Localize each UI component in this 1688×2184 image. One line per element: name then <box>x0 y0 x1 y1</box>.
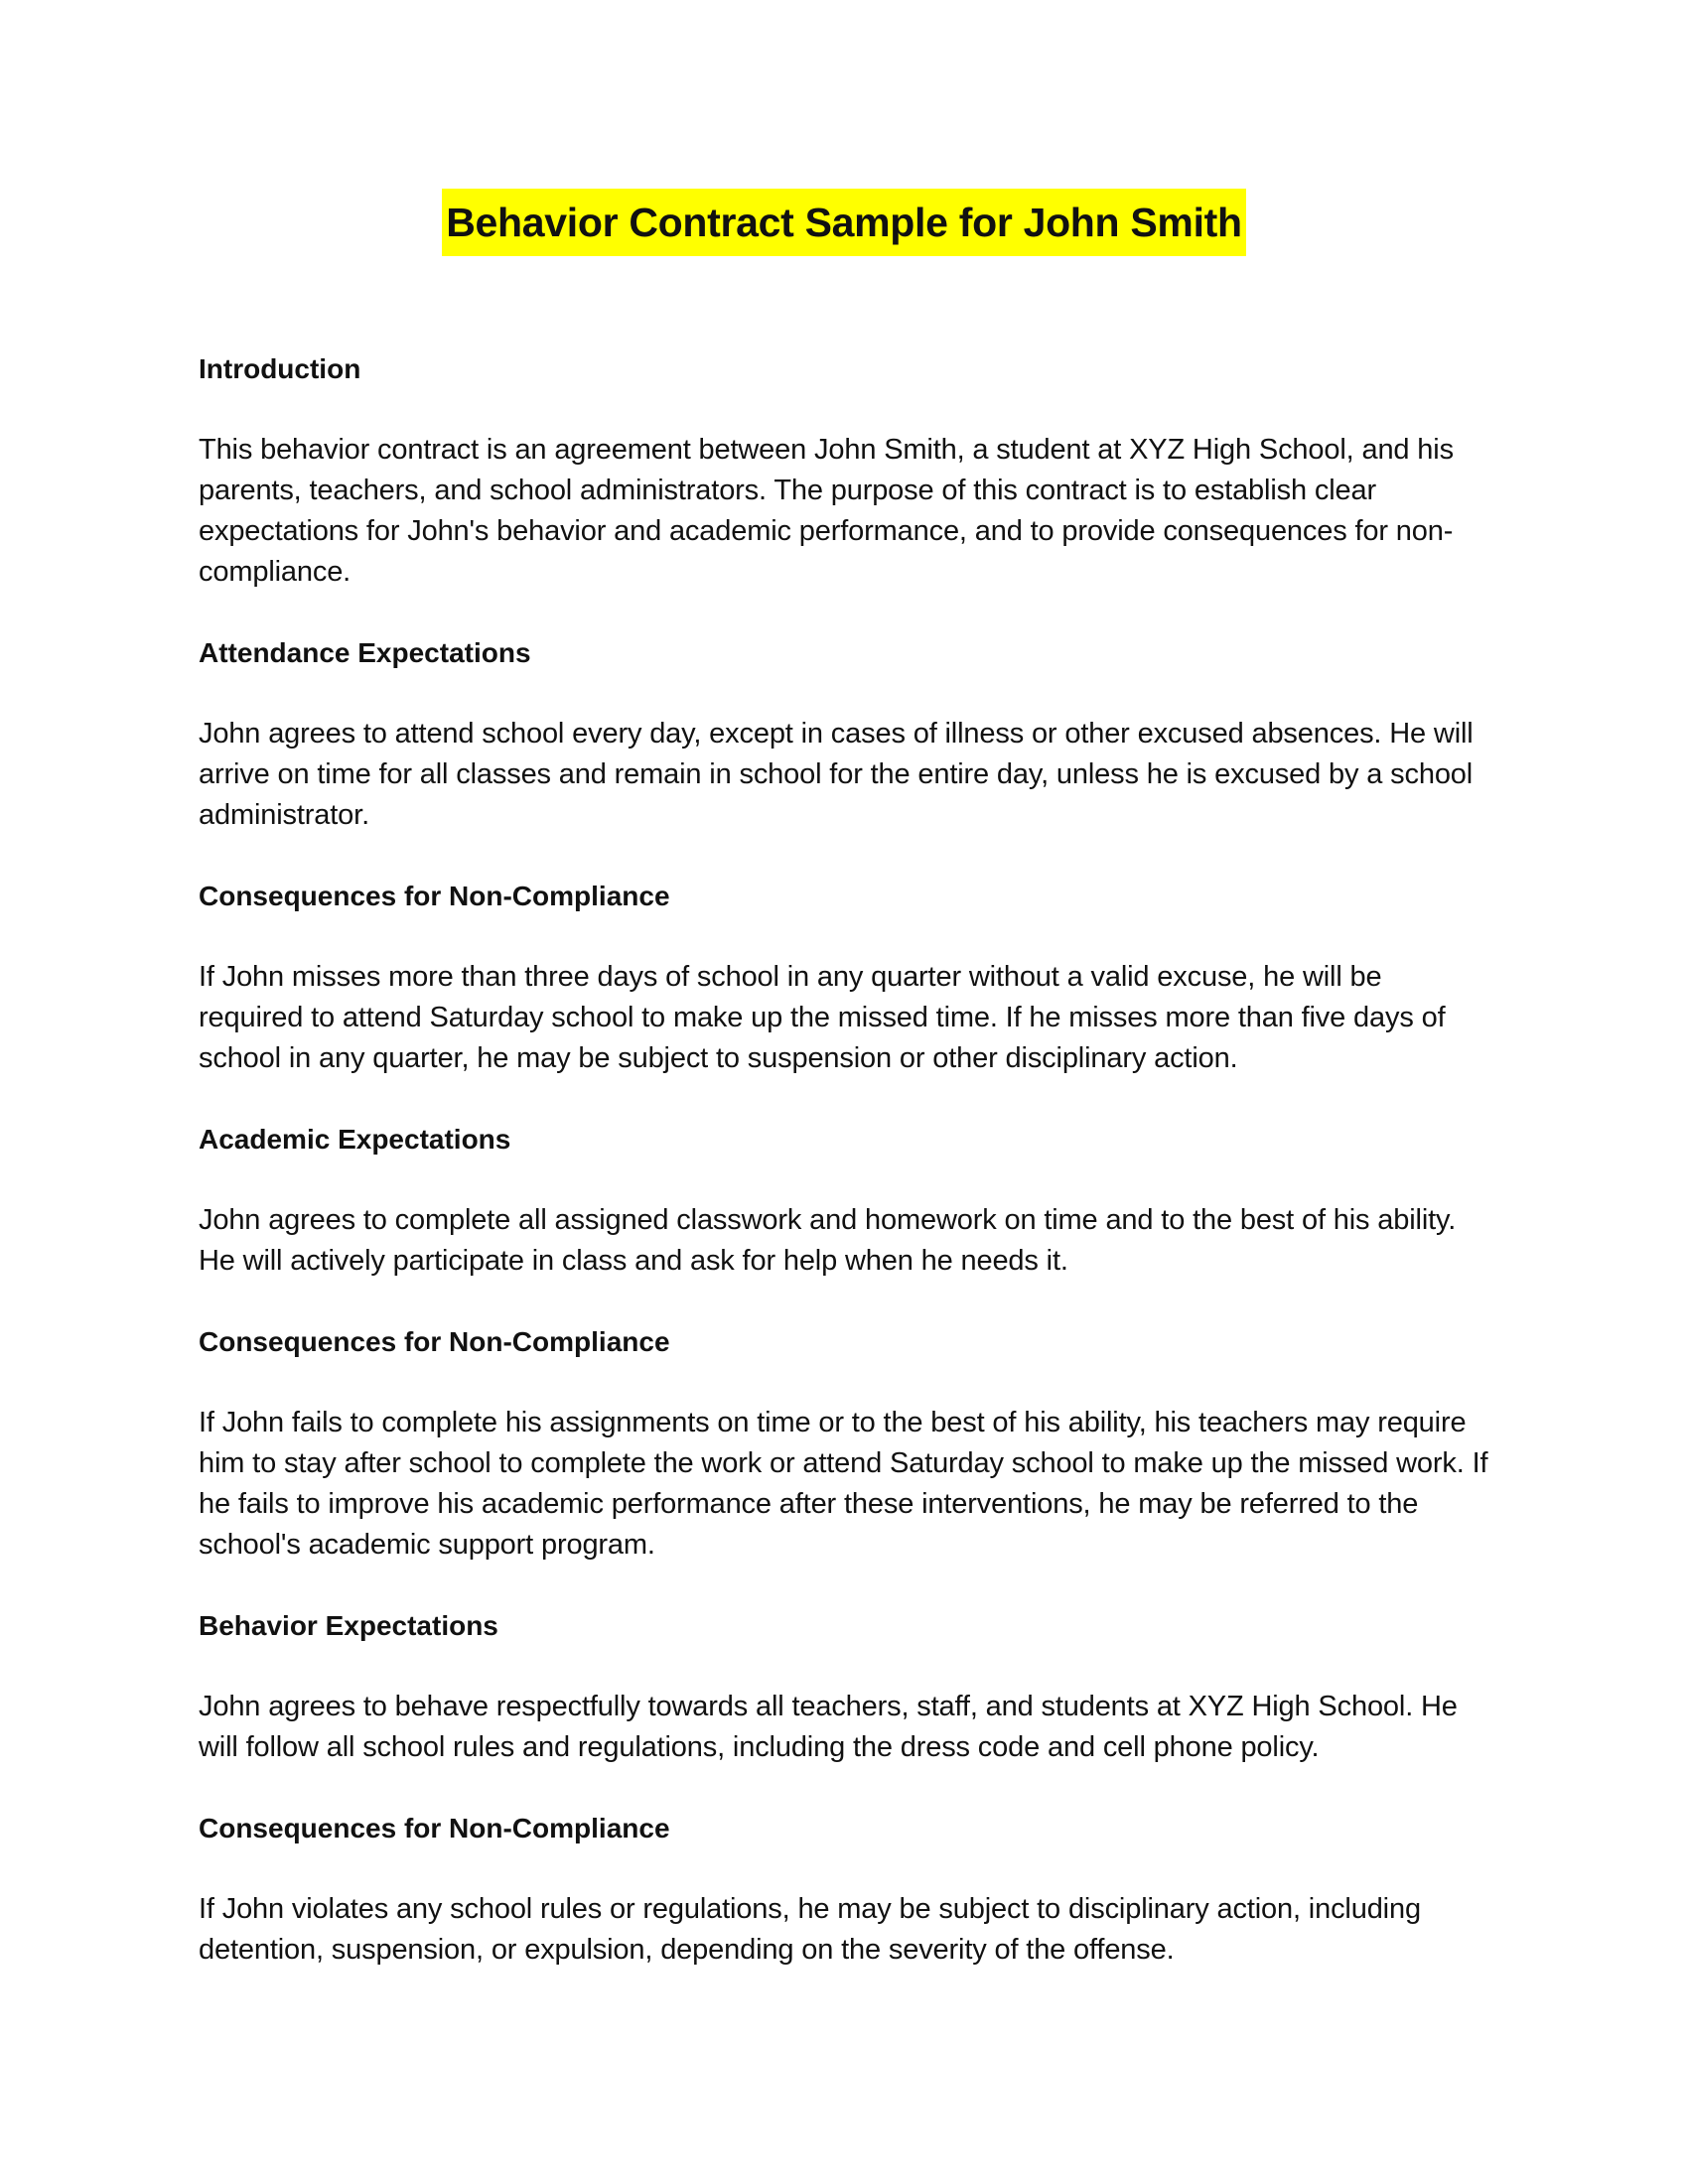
section-academic-expectations <box>199 1120 1489 1282</box>
section-behavior-expectations <box>199 1606 1489 1768</box>
section-behavior-consequences <box>199 1809 1489 1971</box>
document-body <box>199 349 1489 2011</box>
section-paragraph: If John misses more than three days of school in any quarter without a valid excuse, he will be required to attend Saturday school to make up the missed time. If he misses more than five days of school in any quarter, he may be subject to suspension or other disciplinary action. <box>199 961 1446 1074</box>
document-title: Behavior Contract Sample for John Smith <box>442 189 1246 256</box>
section-paragraph: John agrees to attend school every day, except in cases of illness or other excused absences. He will arrive on time for all classes and remain in school for the entire day, unless he is excused by a school administrator. <box>199 718 1474 831</box>
title-container <box>0 189 1688 256</box>
section-heading: Consequences for Non-Compliance <box>199 881 670 911</box>
section-attendance-consequences <box>199 877 1489 1079</box>
section-heading: Attendance Expectations <box>199 637 531 668</box>
section-heading: Behavior Expectations <box>199 1610 498 1641</box>
section-paragraph: John agrees to behave respectfully towards all teachers, staff, and students at XYZ High School. He will follow all school rules and regulations, including the dress code and cell phone policy. <box>199 1691 1458 1763</box>
section-paragraph: If John fails to complete his assignments on time or to the best of his ability, his teachers may require him to stay after school to complete the work or attend Saturday school to make up the missed work. If he fails to improve his academic performance after these interventions, he may be referred to the school's academic support program. <box>199 1407 1488 1561</box>
section-heading: Academic Expectations <box>199 1124 511 1155</box>
section-academic-consequences <box>199 1322 1489 1566</box>
section-heading: Introduction <box>199 353 361 384</box>
section-heading: Consequences for Non-Compliance <box>199 1813 670 1843</box>
section-heading: Consequences for Non-Compliance <box>199 1326 670 1357</box>
section-paragraph: This behavior contract is an agreement between John Smith, a student at XYZ High School, and his parents, teachers, and school administrators. The purpose of this contract is to establish clear expectations for John's behavior and academic performance, and to provide consequences for non-compliance. <box>199 434 1454 588</box>
section-paragraph: If John violates any school rules or regulations, he may be subject to disciplinary action, including detention, suspension, or expulsion, depending on the severity of the offense. <box>199 1893 1421 1966</box>
section-paragraph: John agrees to complete all assigned classwork and homework on time and to the best of his ability. He will actively participate in class and ask for help when he needs it. <box>199 1204 1457 1277</box>
section-introduction <box>199 349 1489 593</box>
section-attendance-expectations <box>199 633 1489 836</box>
